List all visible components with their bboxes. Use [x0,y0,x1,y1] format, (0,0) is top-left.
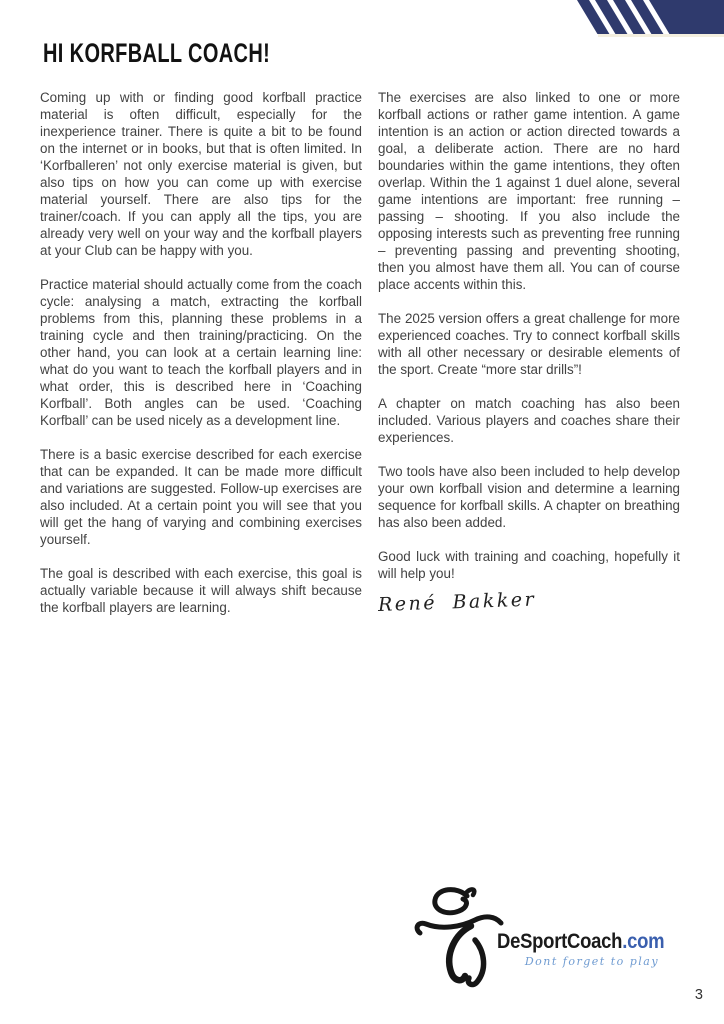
paragraph: Practice material should actually come from the coach cycle: analysing a match, extracting the korfball problems from this, planning these problems in a training cycle and then training/practicing. On the other hand, you can look at a certain learning line: what do you want to teach the korfball players and in what order, this is described here in ‘Coaching Korfball’. Both angles can be used. ‘Coaching Korfball’ can be used nicely as a development line. [40,277,362,428]
runner-logo-icon [411,880,511,992]
paragraph: A chapter on match coaching has also been included. Various players and coaches share their experiences. [378,396,680,445]
page-number: 3 [694,987,703,1003]
paragraph: Coming up with or finding good korfball practice material is often difficult, especially for the inexperience trainer. There is quite a bit to be found on the internet or in books, but that is often limited. In ‘Korfballeren’ not only exercise material is given, but also tips on how you can come up with exercise material yourself. There are also tips for the trainer/coach. If you can apply all the tips, you are already very well on your way and the korfball players at your Club can be happy with you. [40,90,362,258]
logo-brand: DeSportCoach [496,930,623,953]
desportcoach-logo [411,880,687,992]
logo-brand-line [497,930,664,954]
logo-brand-suffix: .com [622,930,665,953]
corner-stripes-decoration [574,0,724,34]
paragraph: There is a basic exercise described for each exercise that can be expanded. It can be made more difficult and variations are suggested. Follow-up exercises are also included. At a certain point you will see that you will get the hang of varying and combining exercises yourself. [40,447,362,547]
paragraph: The 2025 version offers a great challenge for more experienced coaches. Try to connect korfball skills with all other necessary or desirable elements of the sport. Create “more star drills”! [378,311,680,377]
stripes-shadow-edge [598,34,724,37]
logo-text [497,904,687,968]
paragraph: Good luck with training and coaching, hopefully it will help you! [378,549,680,581]
left-column [40,89,362,616]
paragraph: The goal is described with each exercise, this goal is actually variable because it will always shift because the korfball players are learning. [40,566,362,615]
body-columns [40,89,680,616]
paragraph: Two tools have also been included to help develop your own korfball vision and determine a learning sequence for korfball skills. A chapter on breathing has also been added. [378,464,680,530]
logo-tagline: Dont forget to play [524,955,660,968]
right-column [378,89,680,616]
page-title: HI KORFBALL COACH! [43,38,271,68]
paragraph: The exercises are also linked to one or more korfball actions or rather game intention. A game intention is an action or action directed towards a goal, a deliberate action. There are no hard boundaries within the game intentions, they often overlap. Within the 1 against 1 duel alone, several game intentions are important: free running – passing – shooting. If you also include the opposing interests such as preventing free running – preventing passing and preventing shooting, then you almost have them all. You can of course place accents within this. [378,90,680,292]
author-signature: René Bakker [377,588,537,616]
